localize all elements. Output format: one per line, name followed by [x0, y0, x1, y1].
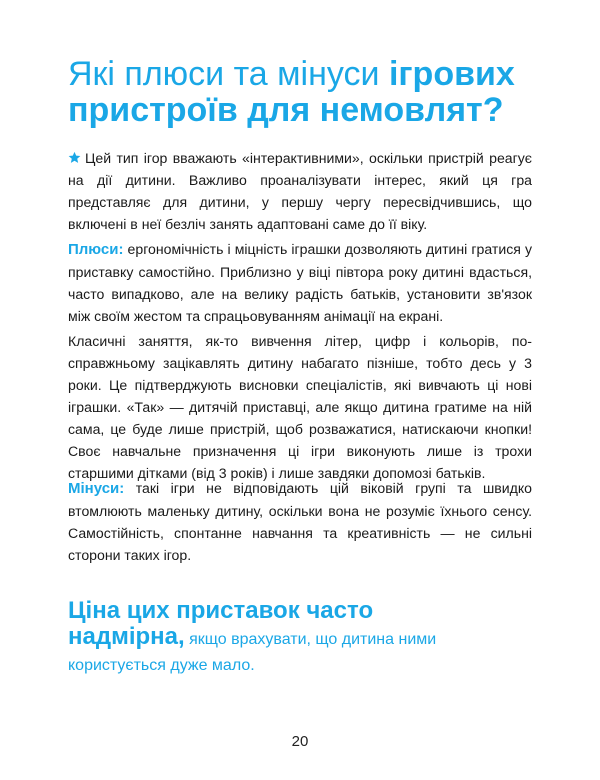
callout-line-1: Ціна цих приставок часто	[68, 597, 374, 624]
pros-label: Плюси:	[68, 241, 124, 258]
cons-label: Мінуси:	[68, 480, 125, 497]
callout-line-3: користується дуже мало.	[68, 657, 255, 674]
title-light-part: Які плюси та мінуси	[68, 55, 389, 93]
price-callout	[68, 598, 538, 679]
callout-line-2	[68, 624, 538, 653]
cons-paragraph	[68, 477, 532, 566]
cons-text: такі ігри не відповідають цій віковій групі та швидко втомлюють маленьку дитину, оскільки вона не розуміє їхнього сенсу. Самостійність, спонтанне навчання та креативність — не сильні сторони таких ігор.	[68, 480, 532, 563]
classic-text: Класичні заняття, як-то вивчення літер, цифр і кольорів, по-справжньому зацікавлять дитину набагато пізніше, тобто десь у 3 роки. Це підтверджують висновки спеціалістів, які вивчають ці нові іграшки. «Так» — дитячій приставці, але якщо дитина гратиме на ній сама, це буде лише пристрій, щоб розважатися, натискаючи кнопки! Своє навчальне призначення ці ігри виконують лише із трохи старшими дітками (від 3 років) і лише завдяки допомозі батьків.	[68, 333, 532, 481]
pros-paragraph	[68, 238, 532, 327]
star-icon	[68, 151, 81, 164]
page-title	[68, 56, 548, 128]
title-bold-part: ігрових пристроїв для немовлят?	[68, 55, 515, 129]
callout-bold-word: надмірна,	[68, 623, 185, 650]
intro-paragraph	[68, 147, 532, 235]
page-number: 20	[291, 733, 309, 750]
intro-text: Цей тип ігор вважають «інтерактивними», оскільки пристрій реагує на дії дитини. Важливо проаналізувати інтерес, який ця гра представляє для дитини, у першу чергу пересвідчившись, що включені в неї безліч занять адаптовані саме до її віку.	[68, 150, 532, 232]
classic-paragraph	[68, 330, 532, 484]
callout-normal-part: якщо врахувати, що дитина ними	[184, 631, 437, 648]
pros-text: ергономічність і міцність іграшки дозволяють дитині гратися у приставку самостійно. Приблизно у віці півтора року дитині вдасться, часто випадково, але на велику радість батьків, установити зв'язок між своїм жестом та спрацьовуванням анімації на екрані.	[68, 241, 532, 324]
